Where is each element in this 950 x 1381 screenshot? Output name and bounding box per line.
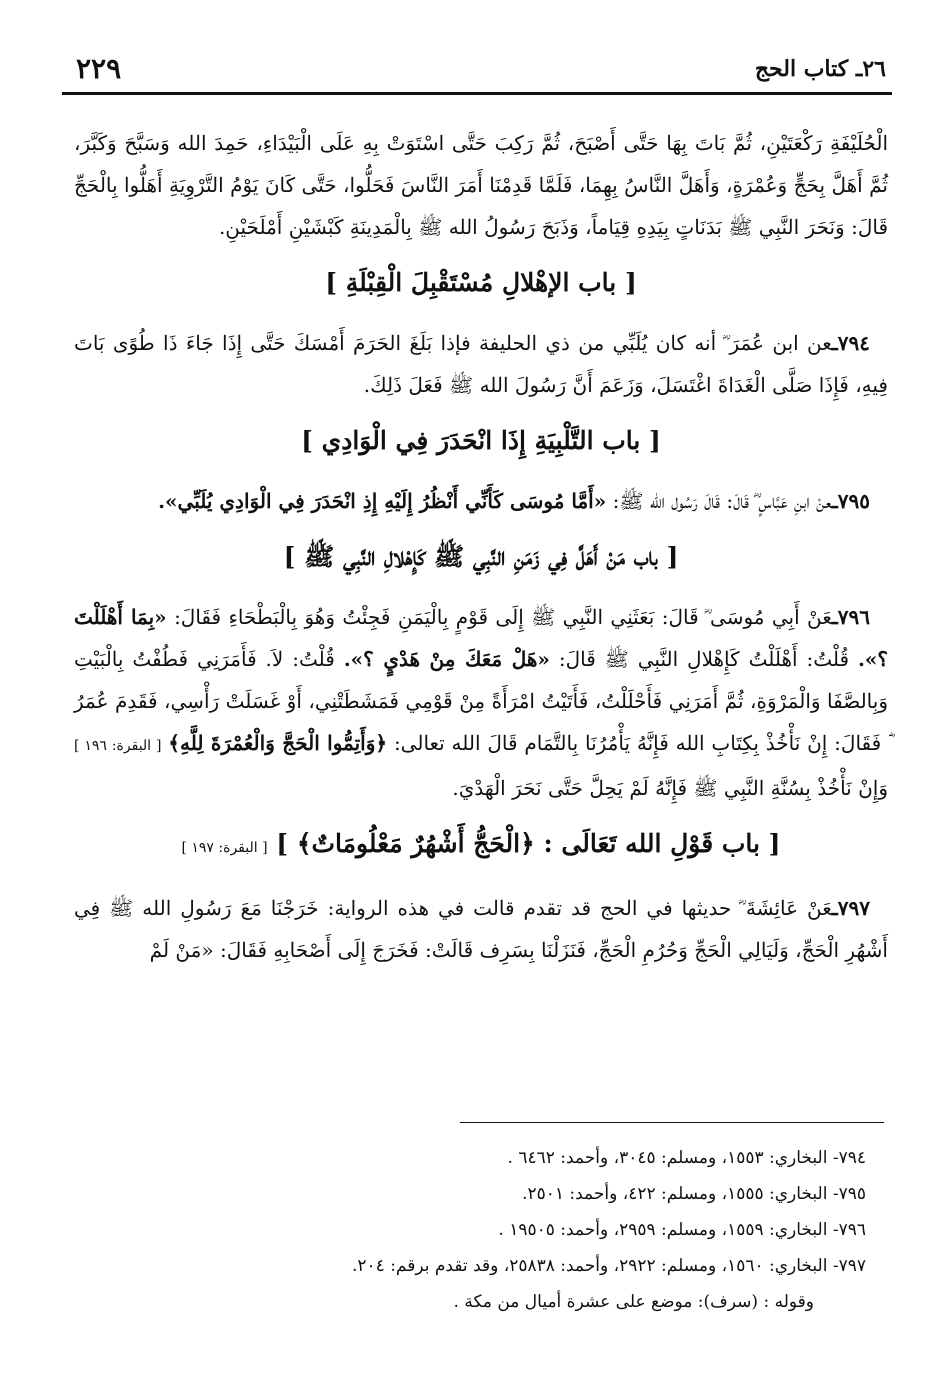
footnote-796: ٧٩٦- البخاري: ١٥٥٩، ومسلم: ٢٩٥٩، وأحمد: ١٩٥٠٥ .: [498, 1220, 866, 1240]
hadith-796: [74, 596, 888, 809]
footnote-sarif-note: وقوله : (سرف): موضع على عشرة أميال من مكة .: [453, 1292, 814, 1312]
hadith-number: ٧٩٦ـ: [831, 605, 871, 629]
chapter-heading-4: [74, 819, 888, 873]
hadith-number: ٧٩٥ـ: [831, 489, 870, 513]
hadith-795: [74, 480, 888, 522]
chapter-heading-1: [ باب الإهْلالِ مُسْتَقْبِلَ الْقِبْلَةِ ]: [325, 268, 637, 297]
hadith-text: عَنْ عَائِشَةَ ؓ حديثها في الحج قد تقدم قالت في هذه الرواية: خَرَجْنَا مَعَ رَسُولِ الله ﷺ فِي أَشْهُرِ الْحَجِّ، وَلَيَالِي الْحَجِّ وَحُرُمِ الْحَجِّ، فَنَزَلْنَا بِسَرِف قَالَتْ: فَخَرَجَ إِلَى أَصْحَابِهِ فَقَالَ: «مَنْ لَمْ: [74, 896, 888, 962]
hadith-text: قُلْتُ: لاَ. فَأَمَرَنِي فَطُفْتُ بِالْبَيْتِ وَبِالصَّفَا وَالْمَرْوَةِ، ثُمَّ أَمَرَنِي فَأَحْلَلْتُ، فَأَتَيْتُ امْرَأَةً مِنْ قَوْمِي فَمَشَطَتْنِي، أَوْ غَسَلَتْ رَأْسِي، فَقَدِمَ عُمَرُ ؓ فَقَالَ: إِنْ نَأْخُذْ بِكِتَابِ الله فَإِنَّهُ يَأْمُرُنَا بِالتَّمَام قَالَ الله تعالى:: [74, 647, 889, 755]
footnote-794: ٧٩٤- البخاري: ١٥٥٣، ومسلم: ٣٠٤٥، وأحمد: ٦٤٦٢ .: [507, 1148, 866, 1168]
page-number: ٢٢٩: [76, 52, 122, 85]
page-header: [62, 52, 892, 90]
hadith-text: عن ابن عُمَرَ ؓ أنه كان يُلَبِّي من ذي الحليفة فإذا بَلَغَ الحَرَمَ أَمْسَكَ حَتَّى إِذَا جَاءَ ذَا طُوًى بَاتَ فِيهِ، فَإِذَا صَلَّى الْغَدَاةَ اغْتَسَلَ، وَزَعَمَ أَنَّ رَسُولَ الله ﷺ فَعَلَ ذَلِكَ.: [74, 331, 888, 397]
chapter-heading-2: [ باب التَّلْبِيَةِ إِذَا انْحَدَرَ فِي الْوَادِي ]: [301, 426, 661, 455]
chapter-title: ٢٦ـ كتاب الحج: [754, 56, 886, 82]
hadith-text: عَنْ أَبِي مُوسَى ؓ قَالَ: بَعَثَنِي النَّبِي ﷺ إِلَى قَوْمٍ بِالْيَمَنِ فَجِئْتُ وَهُوَ بِالْبَطْحَاءِ فَقَالَ:: [174, 605, 832, 629]
hadith-794: [74, 322, 888, 406]
hadith-quote: «هَلْ مَعَكَ مِنْ هَدْيٍ ؟».: [343, 647, 550, 671]
hadith-text: وَإِنْ نَأْخُذْ بِسُنَّةِ النَّبِي ﷺ فَإِنَّهُ لَمْ يَحِلَّ حَتَّى نَحَرَ الْهَدْيَ.: [452, 776, 888, 800]
chapter-heading-text: [ باب قَوْلِ الله تَعَالَى : ﴿الْحَجُّ أَشْهُرٌ مَعْلُومَاتٌ﴾ ]: [276, 829, 781, 858]
verse-reference: [ البقرة: ١٩٧ ]: [181, 840, 268, 856]
hadith-quote: «بِمَا أَهْلَلْتَ ؟».: [74, 605, 889, 671]
paragraph-continuation: الْحُلَيْفَةِ رَكْعَتَيْنِ، ثُمَّ بَاتَ بِهَا حَتَّى أَصْبَحَ، ثُمَّ رَكِبَ حَتَّى اسْتَوَتْ بِهِ عَلَى الْبَيْدَاءِ، حَمِدَ الله وَسَبَّحَ وَكَبَّرَ، ثُمَّ أَهَلَّ بِحَجٍّ وَعُمْرَةٍ، وَأَهَلَّ النَّاسُ بِهِمَا، فَلَمَّا قَدِمْنَا أَمَرَ النَّاسَ فَحَلُّوا، حَتَّى كَانَ يَوْمُ التَّرْوِيَةِ أَهَلُّوا بِالْحَجِّ قَالَ: وَنَحَرَ النَّبِي ﷺ بَدَنَاتٍ بِيَدِهِ قِيَاماً، وَذَبَحَ رَسُولُ الله ﷺ بِالْمَدِينَةِ كَبْشَيْنِ أَمْلَحَيْنِ.: [74, 131, 888, 239]
hadith-number: ٧٩٧ـ: [831, 896, 870, 920]
footnotes: [100, 1140, 866, 1320]
page-body: [74, 122, 888, 971]
hadith-text: قُلْتُ: أَهْلَلْتُ كَإِهْلالِ النَّبِي ﷺ قَالَ:: [558, 647, 850, 671]
quran-verse: ﴿وَأَتِمُّوا الْحَجَّ وَالْعُمْرَةَ لِلَّهِ﴾: [168, 731, 388, 755]
verse-reference: [ البقرة: ١٩٦ ]: [74, 738, 162, 754]
chapter-heading-3: [ باب مَنْ أَهَلَّ فِي زَمَنِ النَّبِي ﷺ كَإِهْلالِ النَّبِي ﷺ ]: [283, 542, 679, 571]
header-divider: [62, 92, 892, 95]
footnote-797: ٧٩٧- البخاري: ١٥٦٠، ومسلم: ٢٩٢٢، وأحمد: ٢٥٨٣٨، وقد تقدم برقم: ٢٠٤.: [351, 1256, 866, 1276]
footnote-795: ٧٩٥- البخاري: ١٥٥٥، ومسلم: ٤٢٢، وأحمد: ٢٥٠١.: [522, 1184, 866, 1204]
hadith-quote: «أَمَّا مُوسَى كَأَنِّي أَنْظُرُ إِلَيْهِ إِذِ انْحَدَرَ فِي الْوَادِي يُلَبِّي».: [158, 489, 607, 513]
hadith-797: [74, 887, 888, 971]
footnote-divider: [460, 1122, 884, 1123]
hadith-number: ٧٩٤ـ: [831, 331, 870, 355]
hadith-text: عنْ ابنِ عَبَّاسٍ ؓ قَالَ: قَالَ رَسُول الله ﷺ:: [612, 489, 832, 513]
